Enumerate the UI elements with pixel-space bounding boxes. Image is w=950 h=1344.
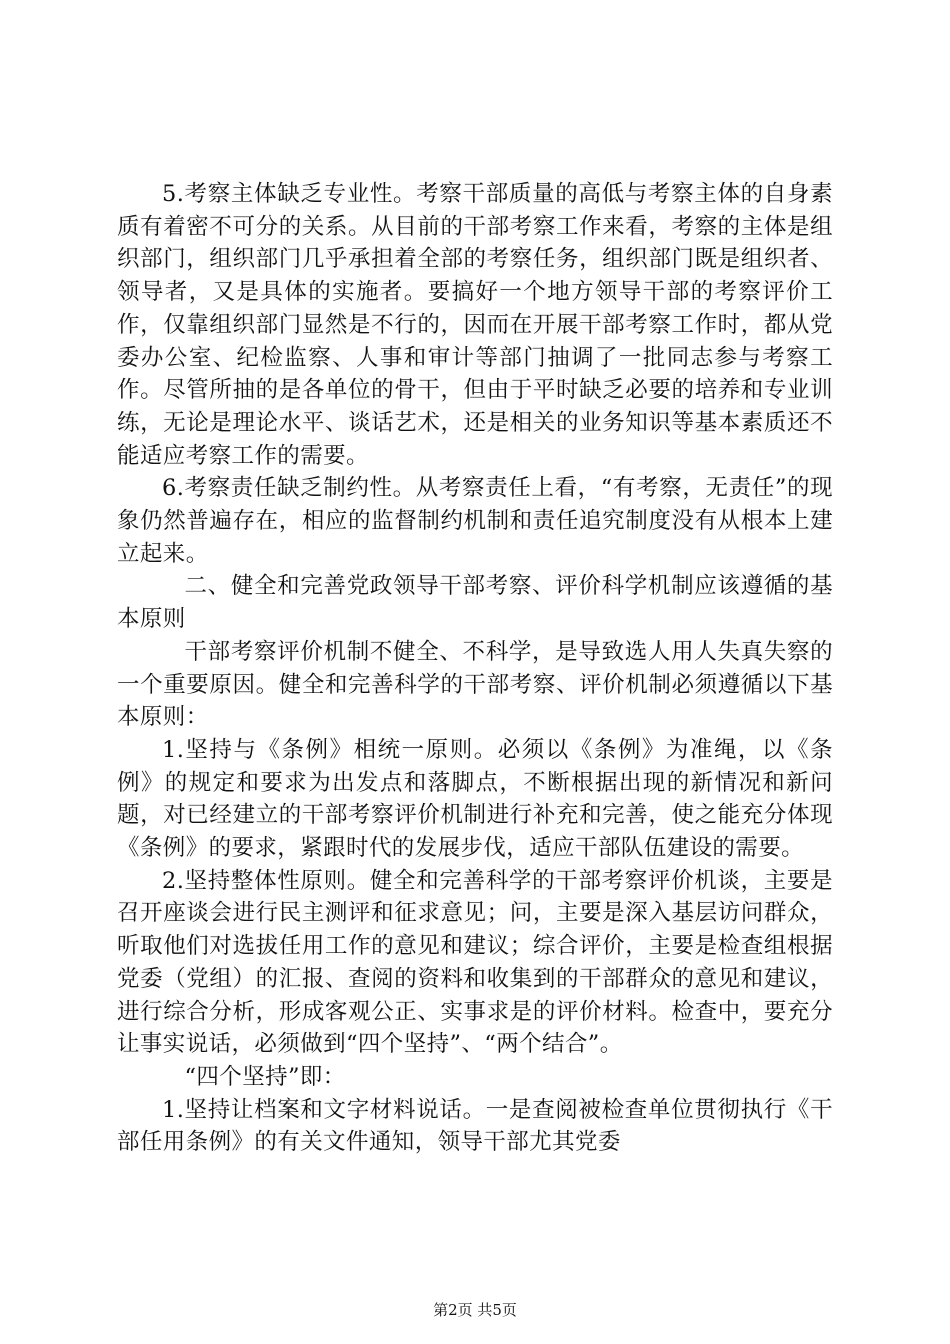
paragraph: 二、健全和完善党政领导干部考察、评价科学机制应该遵循的基本原则 bbox=[117, 573, 833, 633]
paragraph: 6.考察责任缺乏制约性。从考察责任上看，“有考察，无责任”的现象仍然普遍存在，相应的监督制约机制和责任追究制度没有从根本上建立起来。 bbox=[117, 475, 833, 567]
paragraph: 1.坚持与《条例》相统一原则。必须以《条例》为准绳，以《条例》的规定和要求为出发点和落脚点，不断根据出现的新情况和新问题，对已经建立的干部考察评价机制进行补充和完善，使之能充分体现《条例》的要求，紧跟时代的发展步伐，适应干部队伍建设的需要。 bbox=[117, 736, 833, 862]
paragraph: 5.考察主体缺乏专业性。考察干部质量的高低与考察主体的自身素质有着密不可分的关系。从目前的干部考察工作来看，考察的主体是组织部门，组织部门几乎承担着全部的考察任务，组织部门既是组织者、领导者，又是具体的实施者。要搞好一个地方领导干部的考察评价工作，仅靠组织部门显然是不行的，因而在开展干部考察工作时，都从党委办公室、纪检监察、人事和审计等部门抽调了一批同志参与考察工作。尽管所抽的是各单位的骨干，但由于平时缺乏必要的培养和专业训练，无论是理论水平、谈话艺术，还是相关的业务知识等基本素质还不能适应考察工作的需要。 bbox=[117, 181, 833, 469]
paragraph: 干部考察评价机制不健全、不科学，是导致选人用人失真失察的一个重要原因。健全和完善科学的干部考察、评价机制必须遵循以下基本原则： bbox=[117, 638, 833, 731]
paragraph: 1.坚持让档案和文字材料说话。一是查阅被检查单位贯彻执行《干部任用条例》的有关文件通知，领导干部尤其党委 bbox=[117, 1096, 833, 1156]
paragraph: “四个坚持”即： bbox=[184, 1063, 346, 1090]
document-body bbox=[117, 178, 833, 1159]
paragraph: 2.坚持整体性原则。健全和完善科学的干部考察评价机谈，主要是召开座谈会进行民主测评和征求意见；问，主要是深入基层访问群众，听取他们对选拔任用工作的意见和建议；综合评价，主要是检查组根据党委（党组）的汇报、查阅的资料和收集到的干部群众的意见和建议，进行综合分析，形成客观公正、实事求是的评价材料。检查中，要充分让事实说话，必须做到“四个坚持”、“两个结合”。 bbox=[117, 867, 833, 1058]
page-footer: 第2页 共5页 bbox=[433, 1301, 517, 1319]
